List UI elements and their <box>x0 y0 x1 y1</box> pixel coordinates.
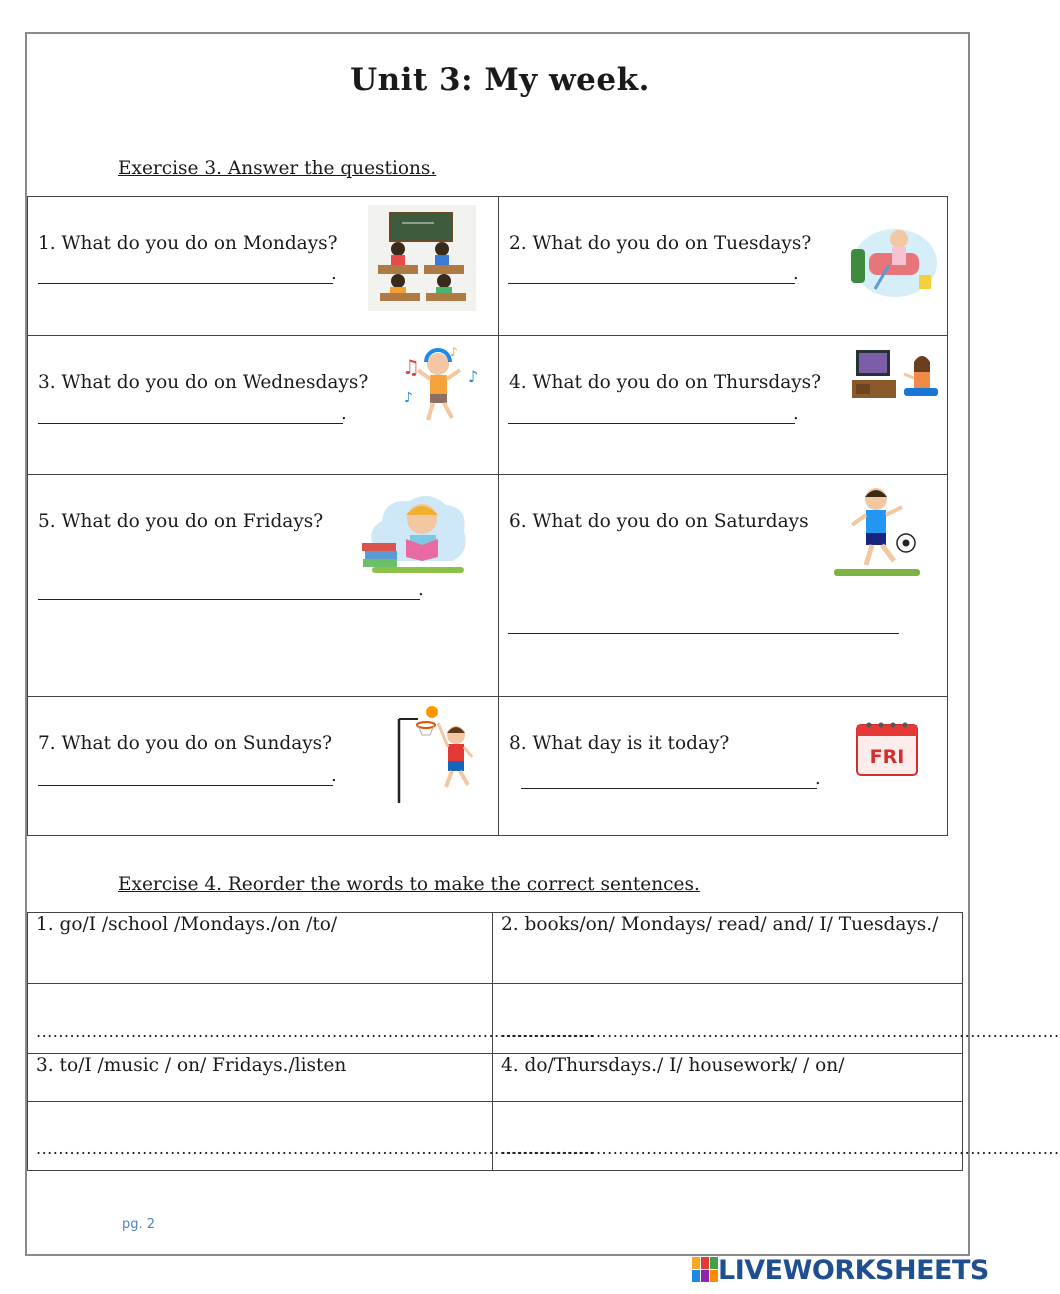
page-title: Unit 3: My week. <box>350 62 650 98</box>
answer-dots: .................................................................................................... <box>501 1139 1060 1158</box>
answer-line-7[interactable] <box>38 785 333 786</box>
question-7: 7. What do you do on Sundays? <box>38 733 333 754</box>
watch-tv-icon <box>852 348 940 402</box>
reorder-answer-1[interactable] <box>28 984 595 1054</box>
svg-text:♪: ♪ <box>404 390 413 406</box>
question-3: 3. What do you do on Wednesdays? <box>38 372 369 393</box>
exercise-3-table <box>27 196 948 836</box>
exercise-3-heading: Exercise 3. Answer the questions. <box>118 158 437 179</box>
brand-name: LIVEWORKSHEETS <box>718 1254 989 1286</box>
basketball-icon <box>396 705 480 805</box>
svg-text:♪: ♪ <box>468 367 479 386</box>
answer-line-4[interactable] <box>508 423 795 424</box>
question-2: 2. What do you do on Tuesdays? <box>509 233 812 254</box>
music-icon <box>400 344 482 426</box>
reorder-answer-3[interactable] <box>28 1102 595 1171</box>
question-cell-6 <box>499 475 948 697</box>
reorder-answer-4[interactable] <box>493 1102 1060 1171</box>
reorder-item-4: 4. do/Thursdays./ I/ housework/ / on/ <box>493 1054 963 1102</box>
page-number: pg. 2 <box>122 1217 156 1232</box>
answer-line-2[interactable] <box>508 283 795 284</box>
svg-text:♫: ♫ <box>402 355 420 379</box>
exercise-4-table <box>27 912 1060 1171</box>
answer-line-6[interactable] <box>508 633 899 634</box>
classroom-icon <box>368 205 476 311</box>
question-5: 5. What do you do on Fridays? <box>38 511 324 532</box>
exercise-4-heading: Exercise 4. Reorder the words to make the correct sentences. <box>118 874 700 895</box>
answer-dots: .................................................................................................... <box>501 1022 1060 1041</box>
calendar-day-label: FRI <box>869 746 905 768</box>
answer-dots: .................................................................................................... <box>36 1022 595 1041</box>
svg-text:♪: ♪ <box>450 345 458 359</box>
reorder-answer-2[interactable] <box>493 984 1060 1054</box>
question-cell-1: 1. What do you do on Mondays? . <box>28 197 499 336</box>
liveworksheets-logo-icon <box>692 1257 718 1283</box>
answer-line-5[interactable] <box>38 599 420 600</box>
brand-logo <box>692 1254 989 1286</box>
question-cell-8: 8. What day is it today? . FRI <box>499 697 948 836</box>
housework-icon <box>845 219 937 299</box>
question-cell-3: 3. What do you do on Wednesdays? . ♫ ♪ ♪ ♪ <box>28 336 499 475</box>
answer-line-8[interactable] <box>521 788 817 789</box>
question-6: 6. What do you do on Saturdays <box>509 511 809 532</box>
answer-dots: .................................................................................................... <box>36 1139 595 1158</box>
reorder-item-3: 3. to/I /music / on/ Fridays./listen <box>28 1054 493 1102</box>
reading-icon <box>362 491 470 575</box>
question-4: 4. What do you do on Thursdays? <box>509 372 822 393</box>
question-1: 1. What do you do on Mondays? <box>38 233 338 254</box>
question-8: 8. What day is it today? <box>509 733 730 754</box>
question-cell-4: 4. What do you do on Thursdays? . <box>499 336 948 475</box>
answer-line-1[interactable] <box>38 283 333 284</box>
question-cell-5: 5. What do you do on Fridays? . <box>28 475 499 697</box>
soccer-icon <box>832 485 924 579</box>
calendar-icon <box>854 719 920 779</box>
question-cell-2: 2. What do you do on Tuesdays? . <box>499 197 948 336</box>
answer-line-3[interactable] <box>38 423 343 424</box>
reorder-item-1: 1. go/I /school /Mondays./on /to/ <box>28 913 493 984</box>
question-cell-7: 7. What do you do on Sundays? . <box>28 697 499 836</box>
reorder-item-2: 2. books/on/ Mondays/ read/ and/ I/ Tuesdays./ <box>493 913 963 984</box>
